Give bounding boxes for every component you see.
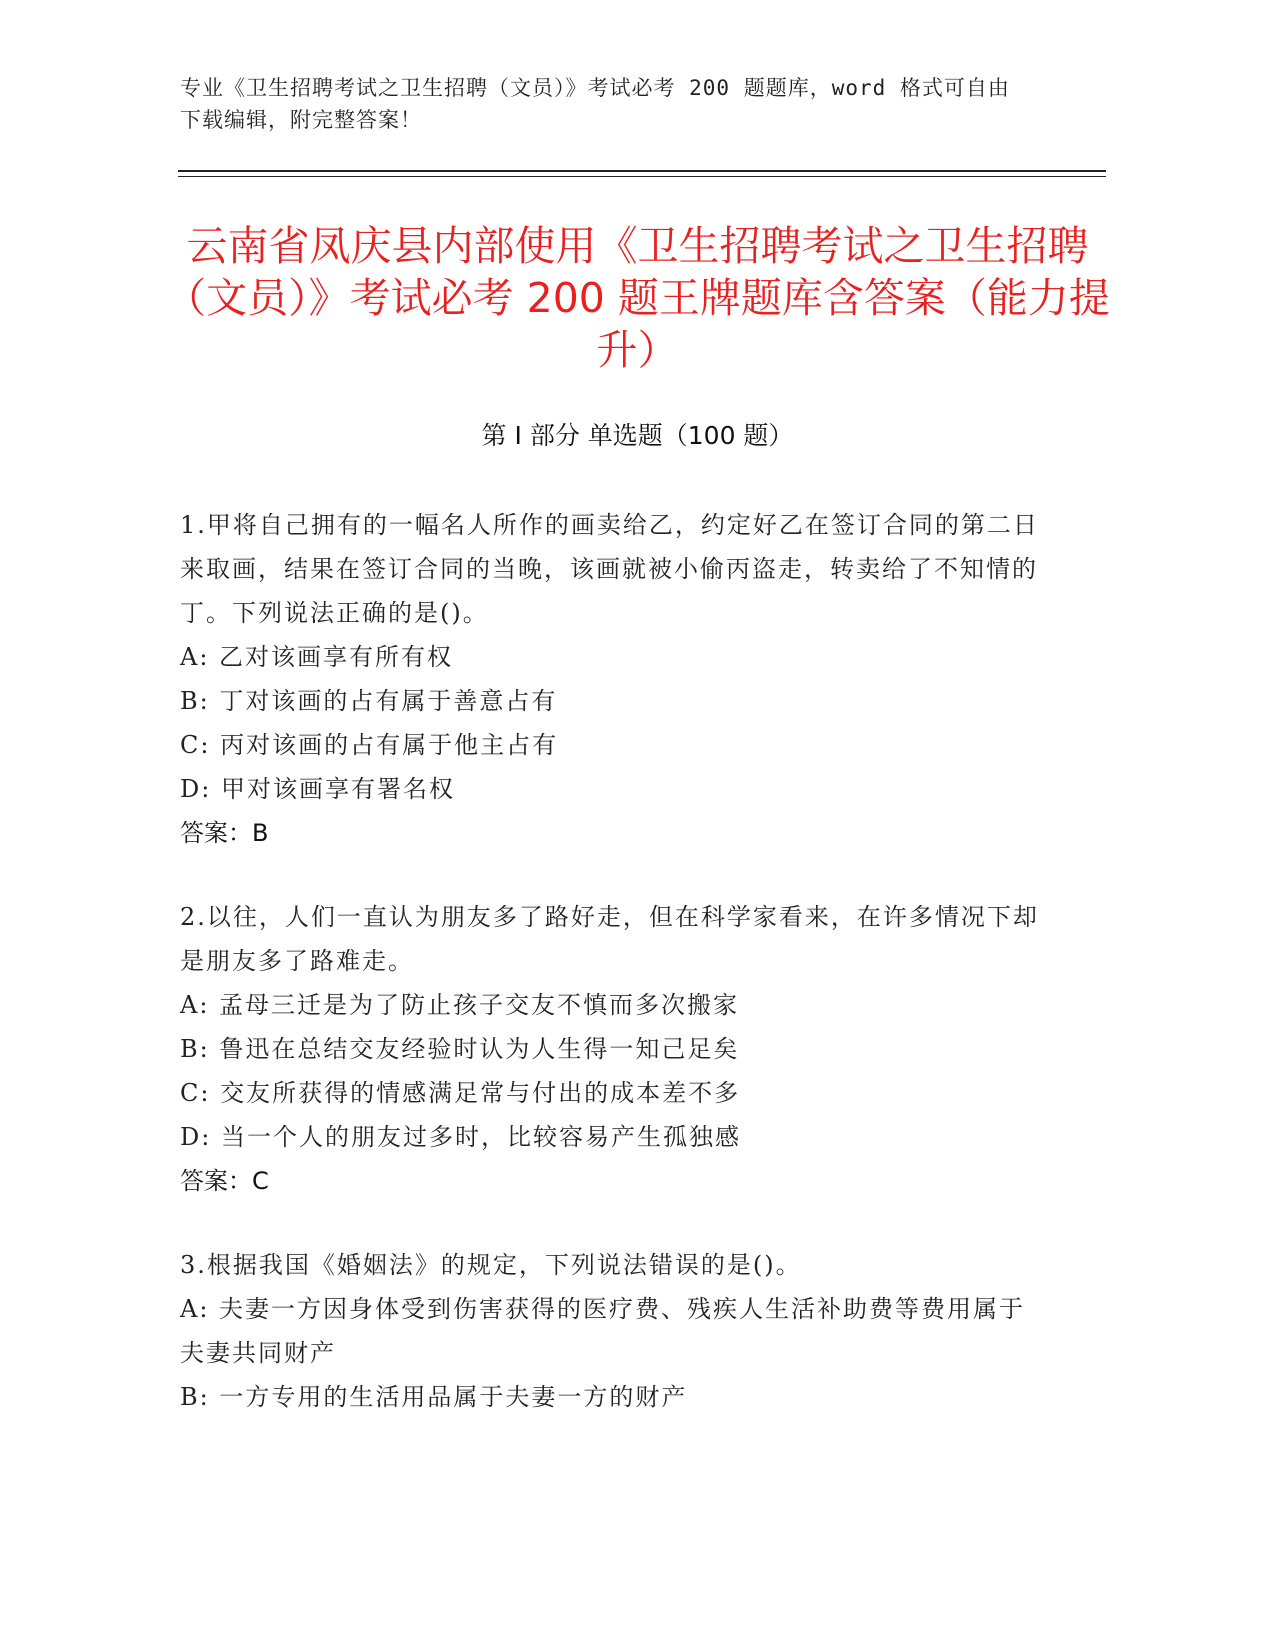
question-1 (180, 503, 1040, 855)
document-title: 云南省凤庆县内部使用《卫生招聘考试之卫生招聘（文员）》考试必考 200 题王牌题库含答案（能力提升） (165, 222, 1110, 374)
option-a: A: 孟母三迁是为了防止孩子交友不慎而多次搬家 (180, 991, 740, 1019)
option-d: D: 当一个人的朋友过多时，比较容易产生孤独感 (180, 1123, 741, 1151)
option-d: D: 甲对该画享有署名权 (180, 775, 455, 803)
header-divider-thin (178, 176, 1106, 177)
header-note: 专业《卫生招聘考试之卫生招聘（文员）》考试必考 200 题题库，word 格式可自由下载编辑，附完整答案！ (180, 76, 1010, 132)
question-stem: 2.以往，人们一直认为朋友多了路好走，但在科学家看来，在许多情况下却是朋友多了路难走。 (180, 903, 1039, 975)
section-title: 第 I 部分 单选题（100 题） (481, 421, 794, 450)
question-stem: 1.甲将自己拥有的一幅名人所作的画卖给乙，约定好乙在签订合同的第二日来取画，结果在签订合同的当晚，该画就被小偷丙盗走，转卖给了不知情的丁。下列说法正确的是()。 (180, 511, 1039, 627)
option-b: B: 一方专用的生活用品属于夫妻一方的财产 (180, 1383, 688, 1411)
question-2 (180, 895, 1040, 1203)
option-b: B: 鲁迅在总结交友经验时认为人生得一知己足矣 (180, 1035, 740, 1063)
answer: 答案：B (180, 819, 269, 847)
question-3 (180, 1243, 1040, 1419)
option-a: A: 乙对该画享有所有权 (180, 643, 454, 671)
option-c: C: 丙对该画的占有属于他主占有 (180, 731, 559, 759)
question-list (180, 503, 1040, 1459)
header-divider-thick (178, 170, 1106, 172)
option-a: A: 夫妻一方因身体受到伤害获得的医疗费、残疾人生活补助费等费用属于夫妻共同财产 (180, 1295, 1026, 1367)
answer: 答案：C (180, 1167, 269, 1195)
question-stem: 3.根据我国《婚姻法》的规定，下列说法错误的是()。 (180, 1251, 802, 1279)
option-c: C: 交友所获得的情感满足常与付出的成本差不多 (180, 1079, 741, 1107)
option-b: B: 丁对该画的占有属于善意占有 (180, 687, 558, 715)
